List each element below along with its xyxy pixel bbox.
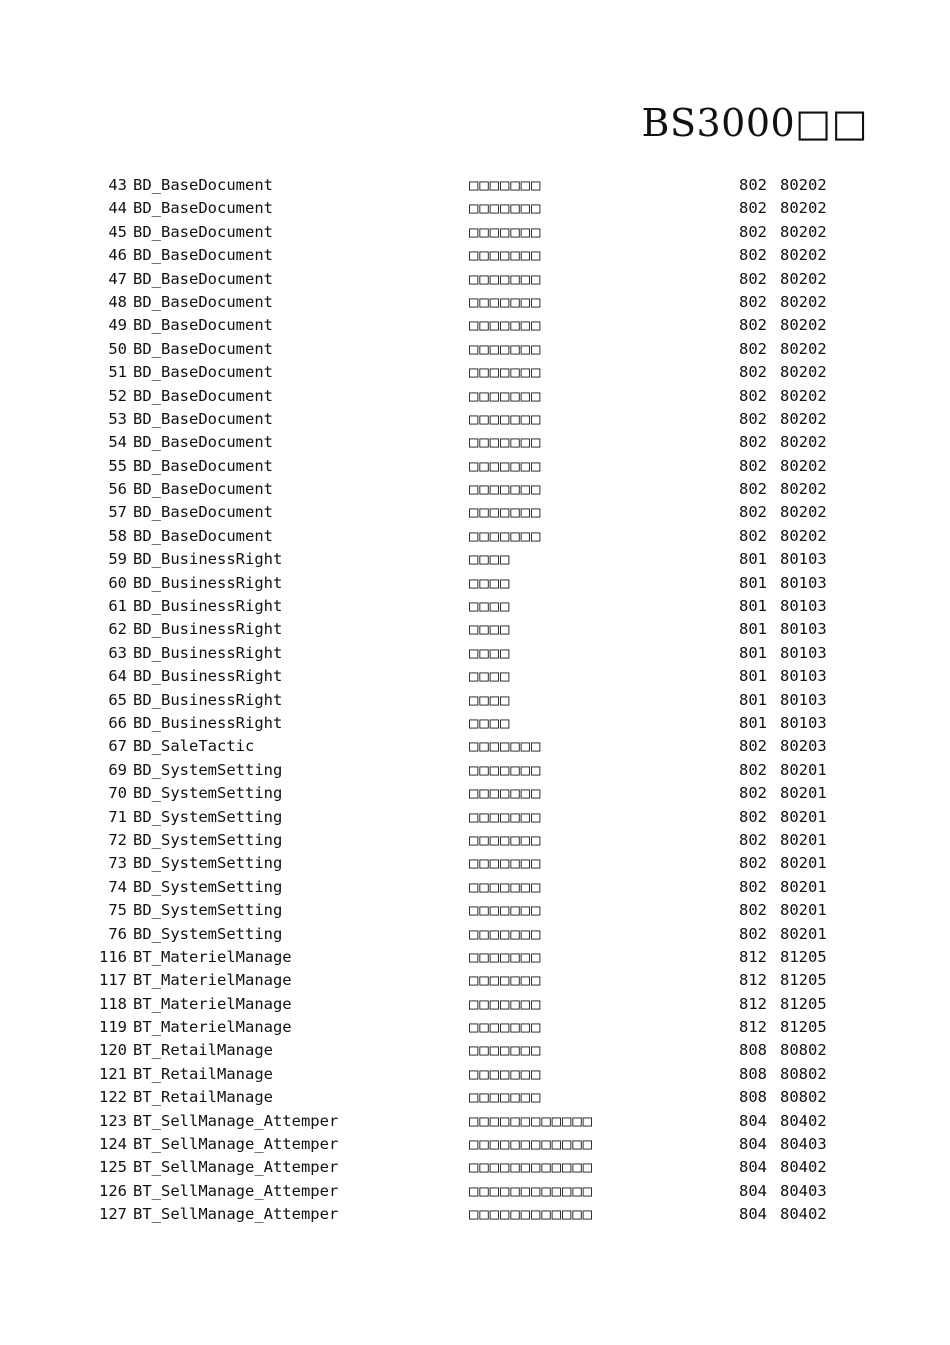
row-table-name: BT_SellManage_Attemper [133,1135,339,1154]
row-id: 117 [99,971,127,990]
row-module: 808 [739,1088,767,1107]
row-table-name: BD_BaseDocument [133,526,273,545]
table-row [0,1180,950,1203]
row-module: 804 [739,1205,767,1224]
row-description: □□□□□□□ [469,363,542,382]
table-row [0,478,950,501]
row-description: □□□□□□□□□□□□ [469,1181,593,1200]
table-row [0,431,950,454]
row-code: 80802 [780,1064,827,1083]
row-module: 802 [739,292,767,311]
row-description: □□□□ [469,620,511,639]
row-table-name: BT_MaterielManage [133,994,292,1013]
row-table-name: BT_RetailManage [133,1041,273,1060]
table-row [0,572,950,595]
row-module: 804 [739,1158,767,1177]
row-id: 126 [99,1181,127,1200]
row-description: □□□□□□□ [469,222,542,241]
row-code: 80802 [780,1041,827,1060]
row-module: 802 [739,386,767,405]
row-module: 802 [739,316,767,335]
row-id: 55 [108,456,127,475]
row-description: □□□□□□□ [469,292,542,311]
row-module: 802 [739,409,767,428]
row-module: 802 [739,784,767,803]
table-row [0,1203,950,1226]
row-code: 80402 [780,1205,827,1224]
row-module: 802 [739,760,767,779]
row-module: 802 [739,924,767,943]
row-code: 80103 [780,713,827,732]
row-id: 65 [108,690,127,709]
table-row [0,1110,950,1133]
row-module: 801 [739,643,767,662]
table-row [0,1016,950,1039]
table-row [0,1063,950,1086]
row-id: 64 [108,667,127,686]
row-id: 48 [108,292,127,311]
row-table-name: BD_BaseDocument [133,409,273,428]
row-table-name: BD_BaseDocument [133,433,273,452]
row-id: 118 [99,994,127,1013]
row-table-name: BD_BusinessRight [133,620,283,639]
row-module: 808 [739,1041,767,1060]
row-table-name: BD_BaseDocument [133,269,273,288]
row-description: □□□□□□□ [469,176,542,194]
row-id: 73 [108,854,127,873]
row-table-name: BT_RetailManage [133,1064,273,1083]
row-code: 80202 [780,269,827,288]
row-description: □□□□□□□□□□□□ [469,1135,593,1154]
row-module: 801 [739,690,767,709]
row-module: 801 [739,713,767,732]
row-id: 123 [99,1111,127,1130]
row-table-name: BD_SystemSetting [133,760,283,779]
row-id: 53 [108,409,127,428]
table-row [0,548,950,571]
row-table-name: BD_BaseDocument [133,199,273,218]
row-table-name: BT_SellManage_Attemper [133,1181,339,1200]
row-table-name: BD_BaseDocument [133,363,273,382]
row-description: □□□□□□□□□□□□ [469,1205,593,1224]
row-code: 80201 [780,760,827,779]
row-id: 67 [108,737,127,756]
row-description: □□□□ [469,690,511,709]
table-row [0,946,950,969]
row-code: 80201 [780,901,827,920]
row-table-name: BT_SellManage_Attemper [133,1205,339,1224]
row-description: □□□□□□□ [469,994,542,1013]
row-code: 80202 [780,503,827,522]
row-code: 80202 [780,176,827,194]
table-row [0,1156,950,1179]
row-table-name: BD_BaseDocument [133,339,273,358]
row-table-name: BD_BaseDocument [133,292,273,311]
table-row [0,689,950,712]
row-table-name: BD_BaseDocument [133,386,273,405]
row-id: 72 [108,830,127,849]
row-description: □□□□□□□ [469,971,542,990]
page-title: BS3000□□ [641,101,868,145]
row-module: 812 [739,971,767,990]
row-table-name: BT_MaterielManage [133,971,292,990]
row-description: □□□□□□□ [469,1041,542,1060]
row-code: 80203 [780,737,827,756]
row-id: 69 [108,760,127,779]
row-module: 802 [739,246,767,265]
row-description: □□□□□□□ [469,246,542,265]
row-description: □□□□□□□ [469,1064,542,1083]
row-code: 80103 [780,597,827,616]
row-code: 80202 [780,456,827,475]
row-id: 116 [99,947,127,966]
table-row [0,642,950,665]
table-row [0,501,950,524]
row-table-name: BD_SaleTactic [133,737,255,756]
row-description: □□□□□□□ [469,830,542,849]
table-row [0,829,950,852]
table-row [0,525,950,548]
row-code: 80202 [780,526,827,545]
row-description: □□□□□□□ [469,947,542,966]
table-row [0,923,950,946]
table-row [0,782,950,805]
row-module: 802 [739,877,767,896]
row-description: □□□□ [469,713,511,732]
row-description: □□□□□□□ [469,456,542,475]
row-code: 80201 [780,807,827,826]
row-id: 45 [108,222,127,241]
row-id: 61 [108,597,127,616]
row-code: 80202 [780,433,827,452]
row-id: 62 [108,620,127,639]
row-description: □□□□□□□ [469,760,542,779]
row-table-name: BD_SystemSetting [133,901,283,920]
row-description: □□□□□□□ [469,901,542,920]
row-description: □□□□□□□ [469,316,542,335]
row-table-name: BD_BusinessRight [133,690,283,709]
row-table-name: BD_BaseDocument [133,480,273,499]
row-description: □□□□□□□ [469,526,542,545]
row-module: 802 [739,526,767,545]
table-row [0,665,950,688]
table-row [0,1039,950,1062]
table-row [0,221,950,244]
row-id: 125 [99,1158,127,1177]
row-table-name: BD_BusinessRight [133,573,283,592]
row-id: 74 [108,877,127,896]
row-module: 812 [739,1018,767,1037]
row-table-name: BT_MaterielManage [133,947,292,966]
row-id: 50 [108,339,127,358]
row-code: 81205 [780,947,827,966]
table-row [0,408,950,431]
row-module: 804 [739,1135,767,1154]
row-description: □□□□□□□ [469,784,542,803]
row-code: 80202 [780,316,827,335]
row-module: 802 [739,503,767,522]
row-module: 802 [739,222,767,241]
table-row [0,852,950,875]
row-id: 58 [108,526,127,545]
row-code: 80103 [780,620,827,639]
row-module: 804 [739,1181,767,1200]
row-module: 804 [739,1111,767,1130]
row-module: 802 [739,363,767,382]
row-description: □□□□□□□ [469,480,542,499]
row-module: 802 [739,854,767,873]
row-table-name: BT_SellManage_Attemper [133,1158,339,1177]
row-table-name: BT_MaterielManage [133,1018,292,1037]
row-module: 802 [739,199,767,218]
row-description: □□□□ [469,643,511,662]
row-table-name: BT_SellManage_Attemper [133,1111,339,1130]
row-code: 80402 [780,1158,827,1177]
row-module: 808 [739,1064,767,1083]
row-description: □□□□ [469,573,511,592]
row-code: 80202 [780,339,827,358]
row-code: 81205 [780,971,827,990]
row-id: 76 [108,924,127,943]
table-row [0,899,950,922]
row-description: □□□□□□□ [469,199,542,218]
row-module: 812 [739,947,767,966]
row-description: □□□□□□□ [469,339,542,358]
row-code: 80202 [780,409,827,428]
table-row [0,268,950,291]
row-code: 80201 [780,854,827,873]
row-code: 80201 [780,877,827,896]
table-row [0,1086,950,1109]
row-description: □□□□ [469,667,511,686]
row-code: 80103 [780,667,827,686]
row-code: 80402 [780,1111,827,1130]
row-table-name: BD_SystemSetting [133,807,283,826]
row-table-name: BD_BaseDocument [133,316,273,335]
row-module: 802 [739,480,767,499]
row-id: 59 [108,550,127,569]
row-description: □□□□ [469,550,511,569]
row-id: 71 [108,807,127,826]
row-id: 60 [108,573,127,592]
row-table-name: BT_RetailManage [133,1088,273,1107]
row-code: 80202 [780,292,827,311]
table-row [0,712,950,735]
row-code: 81205 [780,1018,827,1037]
table-row [0,174,950,197]
row-module: 801 [739,667,767,686]
table-row [0,197,950,220]
row-module: 801 [739,573,767,592]
row-description: □□□□□□□ [469,409,542,428]
row-table-name: BD_SystemSetting [133,784,283,803]
row-code: 80103 [780,643,827,662]
table-row [0,759,950,782]
row-code: 80202 [780,386,827,405]
row-module: 802 [739,176,767,194]
row-module: 801 [739,550,767,569]
row-table-name: BD_SystemSetting [133,877,283,896]
row-id: 122 [99,1088,127,1107]
row-code: 80103 [780,690,827,709]
row-id: 51 [108,363,127,382]
row-id: 119 [99,1018,127,1037]
row-code: 80202 [780,199,827,218]
row-description: □□□□□□□□□□□□ [469,1158,593,1177]
row-description: □□□□□□□ [469,386,542,405]
row-table-name: BD_BusinessRight [133,643,283,662]
row-module: 802 [739,737,767,756]
row-code: 80202 [780,246,827,265]
row-table-name: BD_BaseDocument [133,503,273,522]
table-row [0,876,950,899]
data-table [0,174,950,1227]
row-id: 44 [108,199,127,218]
row-module: 802 [739,269,767,288]
row-id: 47 [108,269,127,288]
row-table-name: BD_BaseDocument [133,246,273,265]
row-module: 802 [739,339,767,358]
row-description: □□□□□□□ [469,807,542,826]
row-description: □□□□□□□ [469,924,542,943]
row-description: □□□□ [469,597,511,616]
table-row [0,244,950,267]
table-row [0,385,950,408]
row-table-name: BD_BusinessRight [133,667,283,686]
row-description: □□□□□□□ [469,854,542,873]
row-description: □□□□□□□ [469,877,542,896]
row-code: 80103 [780,573,827,592]
row-id: 124 [99,1135,127,1154]
row-module: 802 [739,901,767,920]
row-description: □□□□□□□ [469,1018,542,1037]
row-table-name: BD_BaseDocument [133,176,273,194]
row-module: 812 [739,994,767,1013]
row-module: 802 [739,830,767,849]
row-module: 801 [739,597,767,616]
row-id: 66 [108,713,127,732]
row-module: 802 [739,807,767,826]
table-row [0,735,950,758]
table-row [0,595,950,618]
row-description: □□□□□□□ [469,269,542,288]
row-id: 63 [108,643,127,662]
row-table-name: BD_SystemSetting [133,854,283,873]
row-code: 80403 [780,1181,827,1200]
row-id: 43 [108,176,127,194]
table-row [0,455,950,478]
row-module: 802 [739,456,767,475]
row-id: 57 [108,503,127,522]
row-code: 80802 [780,1088,827,1107]
table-row [0,338,950,361]
row-code: 80103 [780,550,827,569]
row-table-name: BD_SystemSetting [133,924,283,943]
table-row [0,993,950,1016]
row-description: □□□□□□□ [469,433,542,452]
table-row [0,618,950,641]
row-description: □□□□□□□ [469,503,542,522]
table-row [0,291,950,314]
row-code: 80403 [780,1135,827,1154]
row-table-name: BD_SystemSetting [133,830,283,849]
row-id: 70 [108,784,127,803]
row-code: 80202 [780,363,827,382]
row-table-name: BD_BusinessRight [133,550,283,569]
table-row [0,314,950,337]
row-id: 52 [108,386,127,405]
row-module: 801 [739,620,767,639]
row-module: 802 [739,433,767,452]
row-code: 80202 [780,222,827,241]
row-id: 49 [108,316,127,335]
row-id: 46 [108,246,127,265]
row-id: 54 [108,433,127,452]
row-table-name: BD_BaseDocument [133,456,273,475]
row-code: 80202 [780,480,827,499]
row-description: □□□□□□□ [469,737,542,756]
row-table-name: BD_BaseDocument [133,222,273,241]
row-description: □□□□□□□ [469,1088,542,1107]
table-row [0,361,950,384]
table-row [0,969,950,992]
table-row [0,806,950,829]
row-id: 75 [108,901,127,920]
row-id: 121 [99,1064,127,1083]
row-code: 80201 [780,830,827,849]
row-description: □□□□□□□□□□□□ [469,1111,593,1130]
row-code: 81205 [780,994,827,1013]
row-code: 80201 [780,924,827,943]
row-code: 80201 [780,784,827,803]
row-table-name: BD_BusinessRight [133,713,283,732]
row-id: 127 [99,1205,127,1224]
table-row [0,1133,950,1156]
row-id: 120 [99,1041,127,1060]
row-id: 56 [108,480,127,499]
row-table-name: BD_BusinessRight [133,597,283,616]
